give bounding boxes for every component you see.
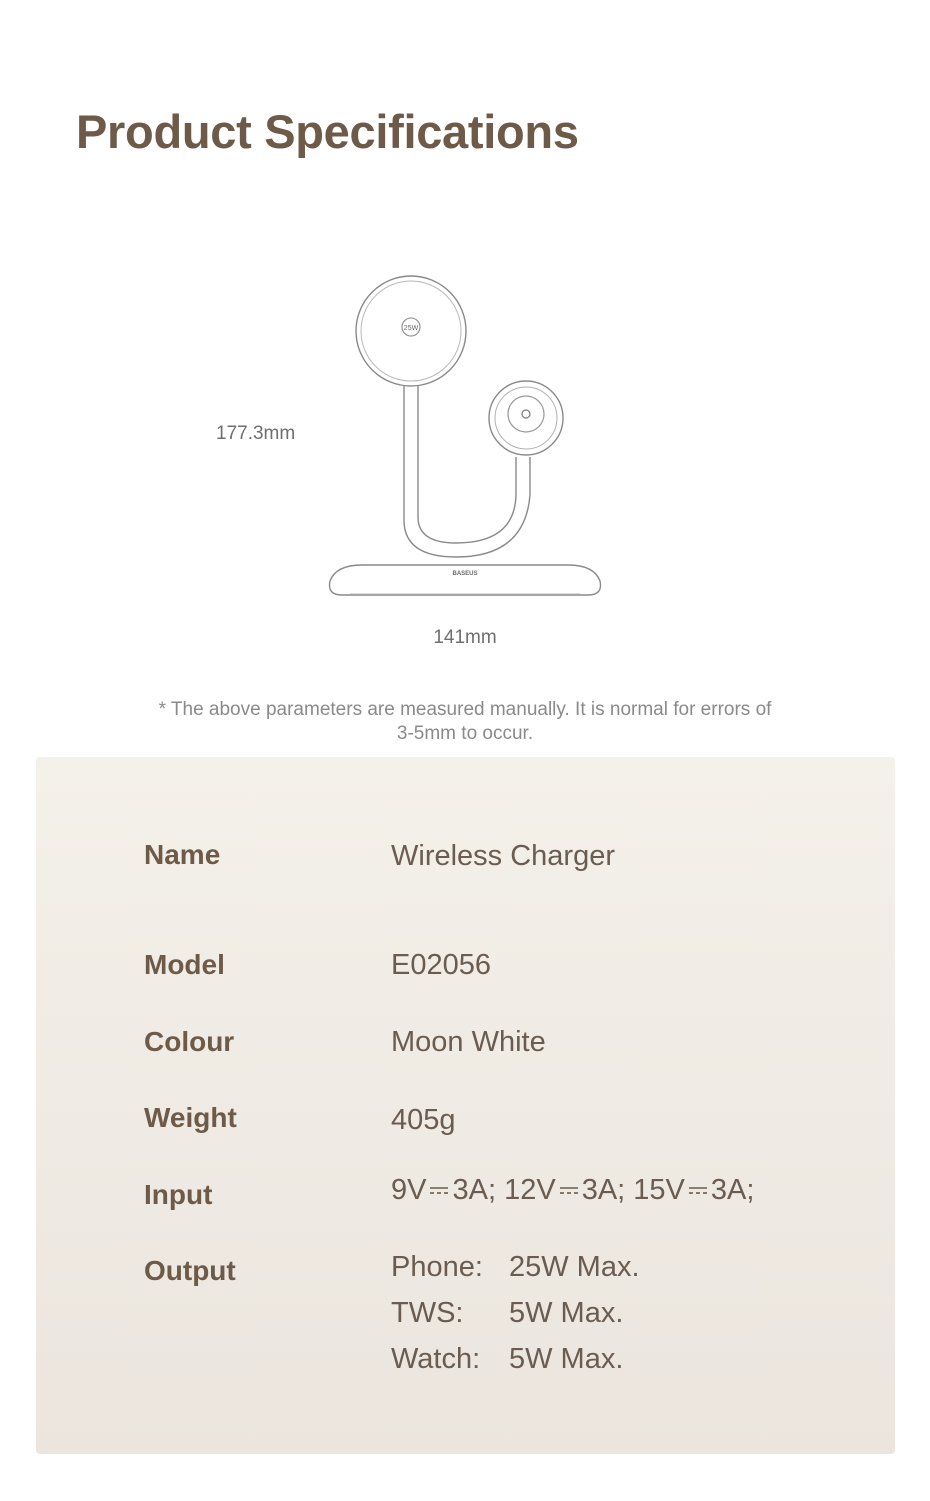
page-title: Product Specifications [76,105,579,158]
output-key: TWS: [391,1297,464,1329]
charger-base [330,565,601,595]
output-key: Phone: [391,1251,483,1283]
spec-label-input: Input [144,1179,213,1210]
dc-symbol-icon [560,1186,578,1196]
output-value: 5W Max. [509,1343,624,1375]
spec-value-colour: Moon White [391,1026,546,1058]
input-current-3: 3A; [710,1174,755,1206]
width-dimension: 141mm [433,627,497,648]
spec-value-output [391,1244,640,1382]
input-voltage-1: 9V [391,1174,427,1206]
output-value: 25W Max. [509,1251,640,1283]
spec-value-name: Wireless Charger [391,840,615,872]
spec-value-input [391,1174,754,1207]
charger-diagram [320,265,610,610]
power-badge: 25W [403,325,419,332]
spec-value-model: E02056 [391,949,491,981]
dc-symbol-icon [430,1186,448,1196]
spec-table [36,757,895,1454]
output-line-tws [391,1290,640,1336]
output-value: 5W Max. [509,1297,624,1329]
spec-label-name: Name [144,839,221,870]
input-current-2: 3A; [581,1174,626,1206]
brand-logo: BASEUS [452,571,478,577]
height-dimension: 177.3mm [216,423,296,444]
measurement-note: * The above parameters are measured manually. It is normal for errors of 3-5mm to occur. [158,699,772,744]
spec-label-colour: Colour [144,1026,235,1057]
spec-value-weight: 405g [391,1104,456,1136]
spec-label-model: Model [144,949,225,980]
output-line-watch [391,1336,640,1382]
input-voltage-2: 12V [504,1174,556,1206]
input-voltage-3: 15V [633,1174,685,1206]
input-current-1: 3A; [452,1174,497,1206]
output-line-phone [391,1244,640,1290]
output-key: Watch: [391,1343,481,1375]
spec-label-output: Output [144,1255,236,1286]
dc-symbol-icon [689,1186,707,1196]
spec-label-weight: Weight [144,1102,237,1133]
